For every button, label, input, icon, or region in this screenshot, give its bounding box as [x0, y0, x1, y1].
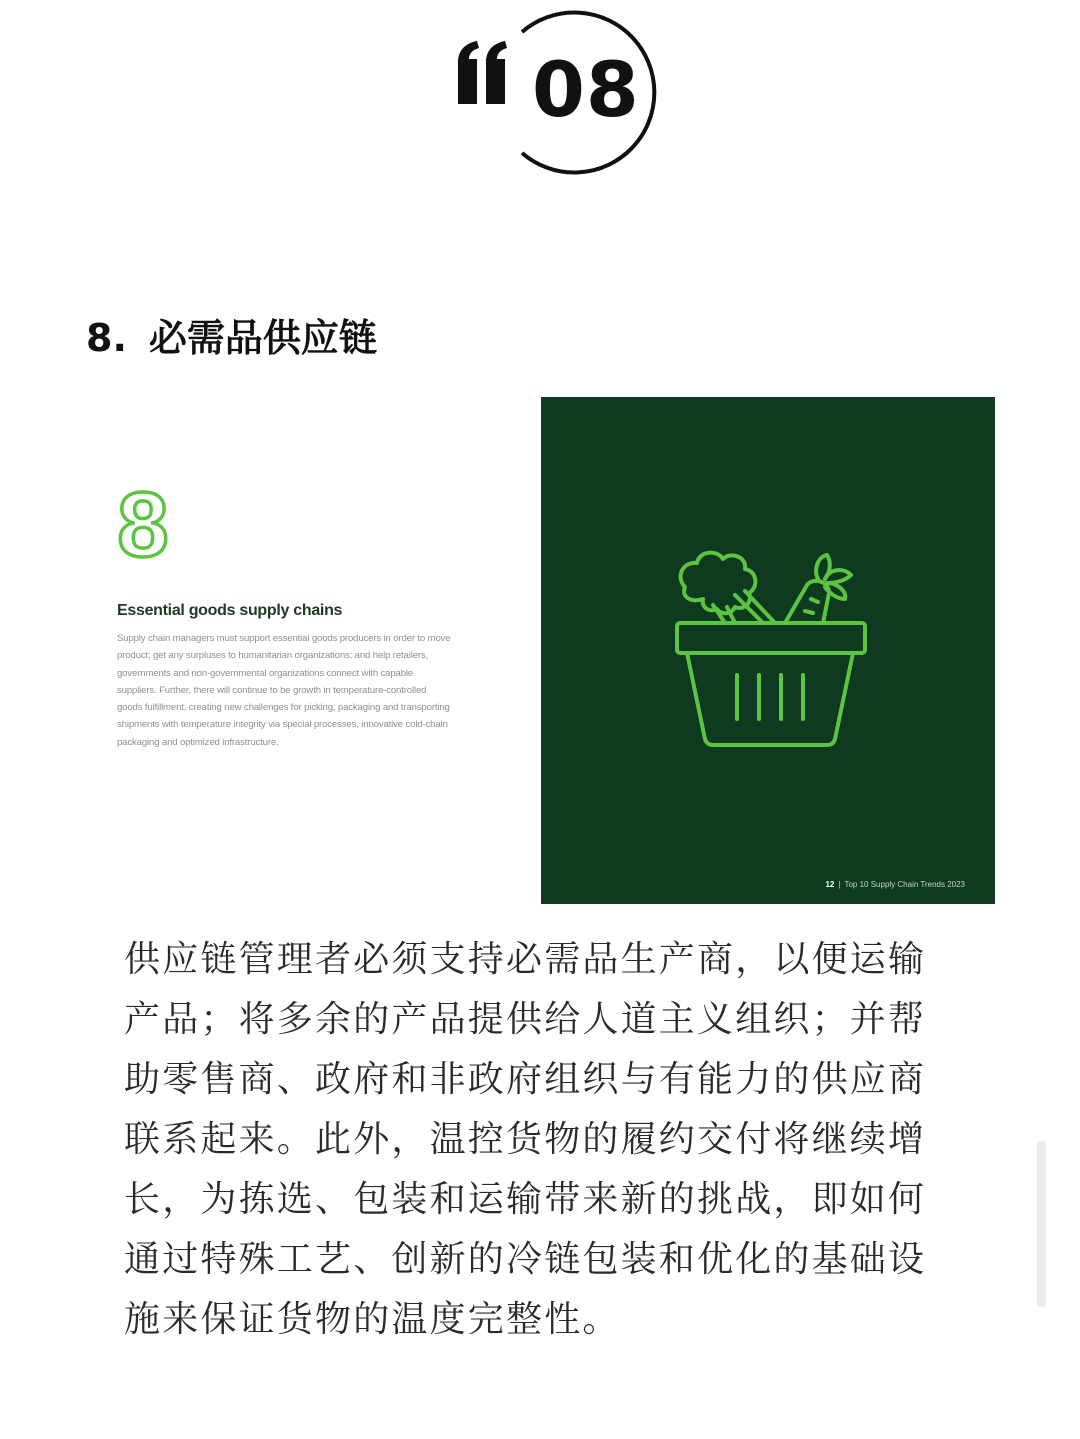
vegetable-basket-icon	[665, 547, 875, 752]
report-body-line: governments and non-governmental organizations connect with capable	[117, 667, 414, 679]
report-image-panel	[541, 397, 995, 904]
report-page-number: 12	[825, 880, 835, 889]
report-body-line: product; get any surpluses to humanitarian organizations; and help retailers,	[117, 650, 429, 662]
body-paragraph-line: 供应链管理者必须支持必需品生产商，以便运输	[124, 939, 927, 980]
report-body	[117, 630, 495, 751]
report-footer	[825, 880, 965, 890]
section-heading	[86, 314, 377, 362]
body-paragraph	[124, 930, 964, 1350]
badge-number: 08	[532, 45, 640, 134]
body-paragraph-line: 通过特殊工艺、创新的冷链包装和优化的基础设	[124, 1239, 927, 1280]
quote-mark-icon	[458, 41, 507, 104]
body-paragraph-line: 产品；将多余的产品提供给人道主义组织；并帮	[124, 999, 927, 1040]
section-number: 8.	[86, 316, 127, 360]
report-big-number-text: 8	[117, 482, 169, 566]
scrollbar-thumb[interactable]	[1037, 1141, 1046, 1307]
report-body-line: Supply chain managers must support essential goods producers in order to move	[117, 633, 451, 644]
report-body-line: goods fulfillment, creating new challenges for picking, packaging and transporting	[117, 702, 450, 714]
report-body-line: shipments with temperature integrity via special processes, innovative cold-chain	[117, 719, 448, 731]
body-paragraph-line: 施来保证货物的温度完整性。	[124, 1299, 621, 1340]
report-body-line: packaging and optimized infrastructure.	[117, 736, 279, 748]
report-body-line: suppliers. Further, there will continue to be growth in temperature-controlled	[117, 684, 427, 696]
section-title: 必需品供应链	[148, 316, 377, 360]
body-paragraph-line: 助零售商、政府和非政府组织与有能力的供应商	[124, 1059, 927, 1100]
section-badge	[440, 10, 670, 185]
body-paragraph-line: 联系起来。此外，温控货物的履约交付将继续增	[124, 1119, 927, 1160]
report-big-number	[112, 482, 174, 566]
report-footer-title: Top 10 Supply Chain Trends 2023	[844, 880, 965, 889]
report-title: Essential goods supply chains	[117, 602, 343, 619]
body-paragraph-line: 长，为拣选、包装和运输带来新的挑战，即如何	[124, 1179, 927, 1220]
report-footer-separator: |	[838, 880, 841, 889]
